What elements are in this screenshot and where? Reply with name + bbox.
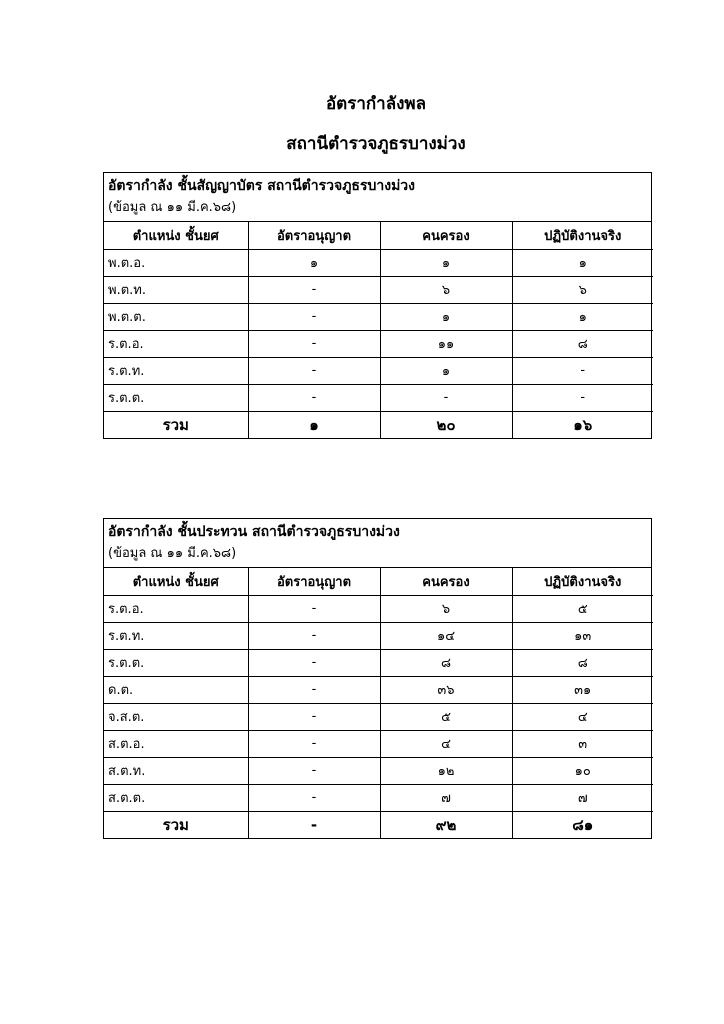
total-actual: ๑๖: [512, 411, 653, 438]
filled-cell: ๘: [380, 649, 512, 676]
table-row: [104, 622, 653, 649]
table-row: [104, 676, 653, 703]
header-filled: คนครอง: [380, 568, 512, 595]
table-row: [104, 649, 653, 676]
officers-table-grid: [104, 222, 653, 438]
actual-cell: ๑๓: [512, 622, 653, 649]
total-label: รวม: [104, 811, 248, 838]
table-total-row: [104, 811, 653, 838]
authorized-cell: -: [248, 595, 380, 622]
header-authorized: อัตราอนุญาต: [248, 222, 380, 249]
filled-cell: -: [380, 384, 512, 411]
authorized-cell: ๑: [248, 249, 380, 276]
filled-cell: ๑: [380, 357, 512, 384]
table-row: [104, 276, 653, 303]
rank-cell: ร.ต.อ.: [104, 330, 248, 357]
actual-cell: ๘: [512, 330, 653, 357]
authorized-cell: -: [248, 784, 380, 811]
header-actual: ปฏิบัติงานจริง: [512, 222, 653, 249]
table-row: [104, 303, 653, 330]
table-row: [104, 730, 653, 757]
table-row: [104, 703, 653, 730]
rank-cell: ร.ต.ต.: [104, 384, 248, 411]
actual-cell: ๘: [512, 649, 653, 676]
actual-cell: ๓: [512, 730, 653, 757]
rank-cell: ด.ต.: [104, 676, 248, 703]
rank-cell: ส.ต.ต.: [104, 784, 248, 811]
document-title: อัตรากำลังพล: [325, 94, 427, 114]
filled-cell: ๖: [380, 276, 512, 303]
officers-strength-table: [103, 172, 652, 439]
authorized-cell: -: [248, 330, 380, 357]
actual-cell: ๕: [512, 595, 653, 622]
authorized-cell: -: [248, 703, 380, 730]
filled-cell: ๗: [380, 784, 512, 811]
filled-cell: ๑: [380, 249, 512, 276]
table-date-note: (ข้อมูล ณ ๑๑ มี.ค.๖๘): [108, 546, 237, 561]
table-caption: [104, 519, 651, 568]
actual-cell: ๖: [512, 276, 653, 303]
rank-cell: พ.ต.ต.: [104, 303, 248, 330]
table-row: [104, 384, 653, 411]
filled-cell: ๕: [380, 703, 512, 730]
rank-cell: พ.ต.อ.: [104, 249, 248, 276]
rank-cell: ร.ต.ท.: [104, 357, 248, 384]
actual-cell: ๗: [512, 784, 653, 811]
table-header-row: [104, 568, 653, 595]
filled-cell: ๔: [380, 730, 512, 757]
table-row: [104, 249, 653, 276]
filled-cell: ๑๑: [380, 330, 512, 357]
filled-cell: ๑๔: [380, 622, 512, 649]
ncos-strength-table: [103, 518, 652, 839]
table-total-row: [104, 411, 653, 438]
table-row: [104, 784, 653, 811]
header-rank: ตำแหน่ง ชั้นยศ: [104, 568, 248, 595]
authorized-cell: -: [248, 757, 380, 784]
rank-cell: ส.ต.อ.: [104, 730, 248, 757]
total-filled: ๒๐: [380, 411, 512, 438]
rank-cell: พ.ต.ท.: [104, 276, 248, 303]
total-filled: ๙๒: [380, 811, 512, 838]
total-authorized: -: [248, 811, 380, 838]
table-row: [104, 357, 653, 384]
document-subtitle: สถานีตำรวจภูธรบางม่วง: [286, 134, 466, 154]
authorized-cell: -: [248, 676, 380, 703]
authorized-cell: -: [248, 384, 380, 411]
filled-cell: ๑: [380, 303, 512, 330]
rank-cell: ส.ต.ท.: [104, 757, 248, 784]
rank-cell: ร.ต.ท.: [104, 622, 248, 649]
table-caption-title: อัตรากำลัง ชั้นสัญญาบัตร สถานีตำรวจภูธรบางม่วง: [108, 178, 416, 194]
filled-cell: ๓๖: [380, 676, 512, 703]
authorized-cell: -: [248, 357, 380, 384]
actual-cell: ๓๑: [512, 676, 653, 703]
rank-cell: ร.ต.ต.: [104, 649, 248, 676]
table-caption: [104, 173, 651, 222]
table-date-note: (ข้อมูล ณ ๑๑ มี.ค.๖๘): [108, 200, 237, 215]
header-actual: ปฏิบัติงานจริง: [512, 568, 653, 595]
table-caption-title: อัตรากำลัง ชั้นประทวน สถานีตำรวจภูธรบางม่วง: [108, 524, 400, 540]
table-row: [104, 595, 653, 622]
total-authorized: ๑: [248, 411, 380, 438]
actual-cell: -: [512, 384, 653, 411]
actual-cell: ๑๐: [512, 757, 653, 784]
rank-cell: ร.ต.อ.: [104, 595, 248, 622]
authorized-cell: -: [248, 622, 380, 649]
authorized-cell: -: [248, 303, 380, 330]
header-authorized: อัตราอนุญาต: [248, 568, 380, 595]
authorized-cell: -: [248, 276, 380, 303]
rank-cell: จ.ส.ต.: [104, 703, 248, 730]
table-row: [104, 757, 653, 784]
ncos-table-grid: [104, 568, 653, 838]
actual-cell: ๑: [512, 303, 653, 330]
actual-cell: ๔: [512, 703, 653, 730]
authorized-cell: -: [248, 649, 380, 676]
table-header-row: [104, 222, 653, 249]
total-actual: ๘๑: [512, 811, 653, 838]
actual-cell: -: [512, 357, 653, 384]
total-label: รวม: [104, 411, 248, 438]
header-rank: ตำแหน่ง ชั้นยศ: [104, 222, 248, 249]
filled-cell: ๖: [380, 595, 512, 622]
authorized-cell: -: [248, 730, 380, 757]
actual-cell: ๑: [512, 249, 653, 276]
table-row: [104, 330, 653, 357]
filled-cell: ๑๒: [380, 757, 512, 784]
header-filled: คนครอง: [380, 222, 512, 249]
